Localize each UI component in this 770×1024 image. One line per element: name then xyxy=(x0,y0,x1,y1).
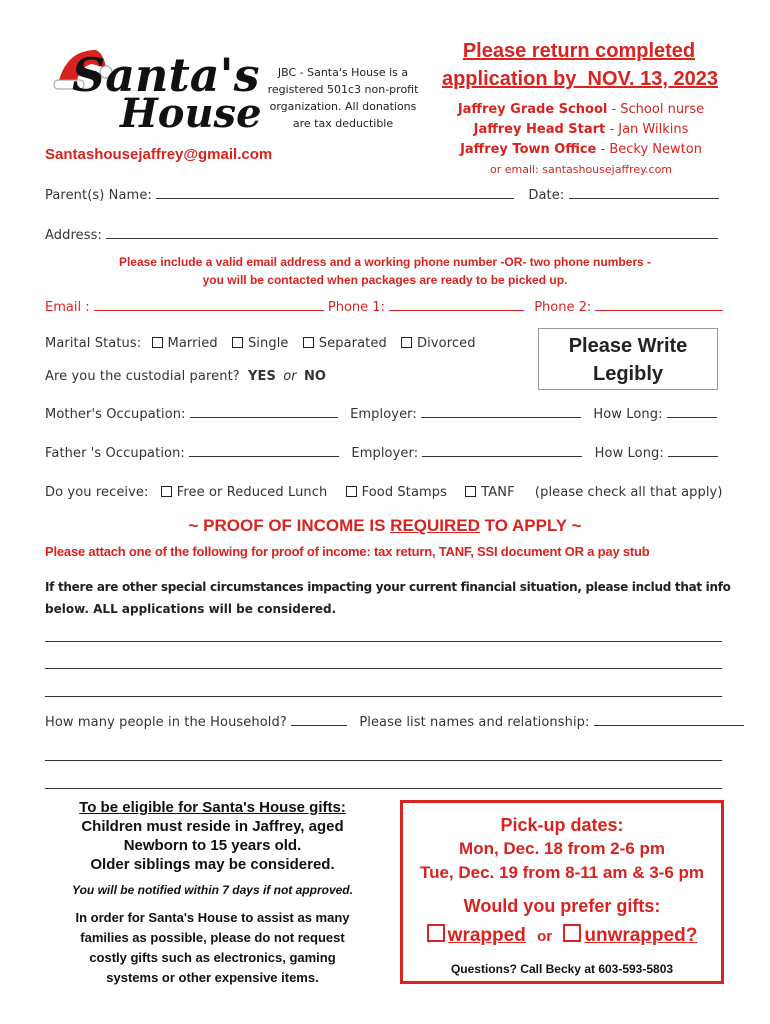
questions-note: Questions? Call Becky at 603-593-5803 xyxy=(450,962,674,976)
option-label: TANF xyxy=(481,485,515,500)
date-label: Date: xyxy=(528,188,565,203)
contact-email[interactable]: Santashousejaffrey@gmail.com xyxy=(45,146,273,163)
option-label: Divorced xyxy=(417,336,476,351)
option-label: Free or Reduced Lunch xyxy=(176,485,328,500)
eligibility-title: To be eligible for Santa's House gifts: xyxy=(79,799,346,816)
phone2-field[interactable] xyxy=(595,310,723,311)
names-field-line[interactable] xyxy=(45,760,722,761)
location-contact: - School nurse xyxy=(607,102,705,117)
phone1-field[interactable] xyxy=(389,310,524,311)
wrap-options xyxy=(403,923,721,950)
mother-row xyxy=(45,407,725,422)
special-field-line[interactable] xyxy=(45,668,722,669)
pickup-box xyxy=(400,800,724,984)
parent-name-label: Parent(s) Name: xyxy=(45,188,152,203)
how-long-label: How Long: xyxy=(593,407,663,422)
option-married[interactable] xyxy=(152,336,218,351)
option-divorced[interactable] xyxy=(401,336,476,351)
request-note xyxy=(45,908,380,988)
location-row xyxy=(440,140,722,160)
unwrapped-option[interactable] xyxy=(563,925,697,946)
email-field[interactable] xyxy=(94,310,324,311)
pickup-title: Pick-up dates: xyxy=(500,815,624,835)
checkbox[interactable] xyxy=(303,337,314,348)
eligibility-section xyxy=(45,798,380,988)
special-line1: If there are other special circumstances impacting your current financial situation, please includ that info xyxy=(45,580,731,594)
checkbox[interactable] xyxy=(563,924,581,942)
address-label: Address: xyxy=(45,228,102,243)
receive-label: Do you receive: xyxy=(45,485,149,500)
location-row xyxy=(440,120,722,140)
phone2-label: Phone 2: xyxy=(534,300,592,315)
option-free-lunch[interactable] xyxy=(161,485,328,500)
wrapped-label: wrapped xyxy=(447,925,526,946)
special-field-line[interactable] xyxy=(45,696,722,697)
special-line2: below. ALL applications will be considered. xyxy=(45,602,337,616)
request-line: systems or other expensive items. xyxy=(106,970,319,985)
eligibility-line: Children must reside in Jaffrey, aged xyxy=(81,818,344,835)
employer-label: Employer: xyxy=(351,446,419,461)
proof-title-required: REQUIRED xyxy=(390,516,480,535)
location-place: Jaffrey Head Start xyxy=(473,122,606,137)
household-label: How many people in the Household? xyxy=(45,715,287,730)
write-legibly-box xyxy=(538,328,718,390)
proof-title-pre: ~ PROOF OF INCOME IS xyxy=(188,516,391,535)
contact-notice xyxy=(45,253,725,289)
location-row xyxy=(440,100,722,120)
location-place: Jaffrey Town Office xyxy=(460,142,597,157)
proof-title-post: TO APPLY ~ xyxy=(479,516,582,535)
request-line: families as possible, please do not request xyxy=(80,930,345,945)
checkbox[interactable] xyxy=(401,337,412,348)
option-label: Single xyxy=(247,336,289,351)
names-field[interactable] xyxy=(594,725,744,726)
mother-occ-field[interactable] xyxy=(190,417,338,418)
eligibility-line: Older siblings may be considered. xyxy=(90,856,335,873)
checkbox[interactable] xyxy=(161,486,172,497)
logo-line2: House xyxy=(120,90,262,137)
option-label: Separated xyxy=(318,336,387,351)
marital-status-label: Marital Status: xyxy=(45,336,142,351)
return-line1: Please return completed xyxy=(462,40,696,62)
or-text: or xyxy=(537,928,553,945)
nonprofit-note: JBC - Santa's House is a registered 501c3 non-profit organization. All donations are tax deductible xyxy=(267,66,419,130)
option-label: Food Stamps xyxy=(361,485,448,500)
or-text: or xyxy=(283,369,297,384)
employer-label: Employer: xyxy=(350,407,417,422)
checkbox[interactable] xyxy=(152,337,163,348)
check-all-note: (please check all that apply) xyxy=(534,485,723,500)
household-field[interactable] xyxy=(291,725,347,726)
request-line: In order for Santa's House to assist as many xyxy=(75,910,350,925)
father-employer-field[interactable] xyxy=(422,456,582,457)
date-field[interactable] xyxy=(569,198,719,199)
location-place: Jaffrey Grade School xyxy=(457,102,608,117)
option-label: Married xyxy=(167,336,218,351)
or-email: or email: santashousejaffrey.com xyxy=(489,163,673,176)
checkbox[interactable] xyxy=(346,486,357,497)
email-label: Email : xyxy=(45,300,90,315)
marital-status-row xyxy=(45,336,476,351)
father-occ-field[interactable] xyxy=(189,456,339,457)
prefer-gifts: Would you prefer gifts: xyxy=(463,896,661,916)
receive-row xyxy=(45,485,735,500)
parent-name-row xyxy=(45,188,725,203)
special-field-line[interactable] xyxy=(45,641,722,642)
proof-title xyxy=(45,516,725,536)
proof-attach: Please attach one of the following for proof of income: tax return, TANF, SSI document OR a pay stub xyxy=(45,544,650,559)
parent-name-field[interactable] xyxy=(156,198,514,199)
return-line2: application by NOV. 13, 2023 xyxy=(441,68,719,90)
checkbox[interactable] xyxy=(427,924,445,942)
names-label: Please list names and relationship: xyxy=(359,715,590,730)
mother-occ-label: Mother's Occupation: xyxy=(45,407,186,422)
checkbox[interactable] xyxy=(232,337,243,348)
request-line: costly gifts such as electronics, gaming xyxy=(89,950,336,965)
pickup-date2: Tue, Dec. 19 from 8-11 am & 3-6 pm xyxy=(419,863,705,882)
how-long-label: How Long: xyxy=(594,446,664,461)
father-row xyxy=(45,446,725,461)
eligibility-line: Newborn to 15 years old. xyxy=(123,837,302,854)
option-tanf[interactable] xyxy=(465,485,514,500)
address-field[interactable] xyxy=(106,238,718,239)
wrapped-option[interactable] xyxy=(427,925,526,946)
checkbox[interactable] xyxy=(465,486,476,497)
logo-line1: Santa's xyxy=(72,48,260,102)
phone1-label: Phone 1: xyxy=(327,300,385,315)
special-circumstances xyxy=(45,576,735,620)
household-row xyxy=(45,715,735,730)
mother-employer-field[interactable] xyxy=(421,417,581,418)
option-food-stamps[interactable] xyxy=(346,485,447,500)
notified-note: You will be notified within 7 days if not approved. xyxy=(72,883,353,897)
address-row xyxy=(45,228,725,243)
notice-line2: you will be contacted when packages are ready to be picked up. xyxy=(202,273,568,287)
location-contact: - Becky Newton xyxy=(596,142,702,157)
mother-how-long-field[interactable] xyxy=(667,417,717,418)
notice-line1: Please include a valid email address and a working phone number -OR- two phone numbers - xyxy=(118,255,652,269)
email-phone-row xyxy=(45,300,725,315)
custodial-label: Are you the custodial parent? xyxy=(45,369,240,384)
unwrapped-label: unwrapped? xyxy=(584,925,698,946)
option-separated[interactable] xyxy=(303,336,387,351)
names-field-line[interactable] xyxy=(45,788,722,789)
father-how-long-field[interactable] xyxy=(668,456,718,457)
location-contact: - Jan Wilkins xyxy=(605,122,689,137)
write-legibly-line1: Please Write xyxy=(568,335,688,357)
option-single[interactable] xyxy=(232,336,289,351)
no-option[interactable]: NO xyxy=(303,369,327,384)
yes-option[interactable]: YES xyxy=(248,369,276,384)
write-legibly-line2: Legibly xyxy=(592,363,663,385)
return-locations xyxy=(440,100,722,180)
santas-house-logo xyxy=(50,42,262,142)
father-occ-label: Father 's Occupation: xyxy=(45,446,185,461)
pickup-date1: Mon, Dec. 18 from 2-6 pm xyxy=(459,839,665,858)
custodial-row xyxy=(45,369,326,384)
